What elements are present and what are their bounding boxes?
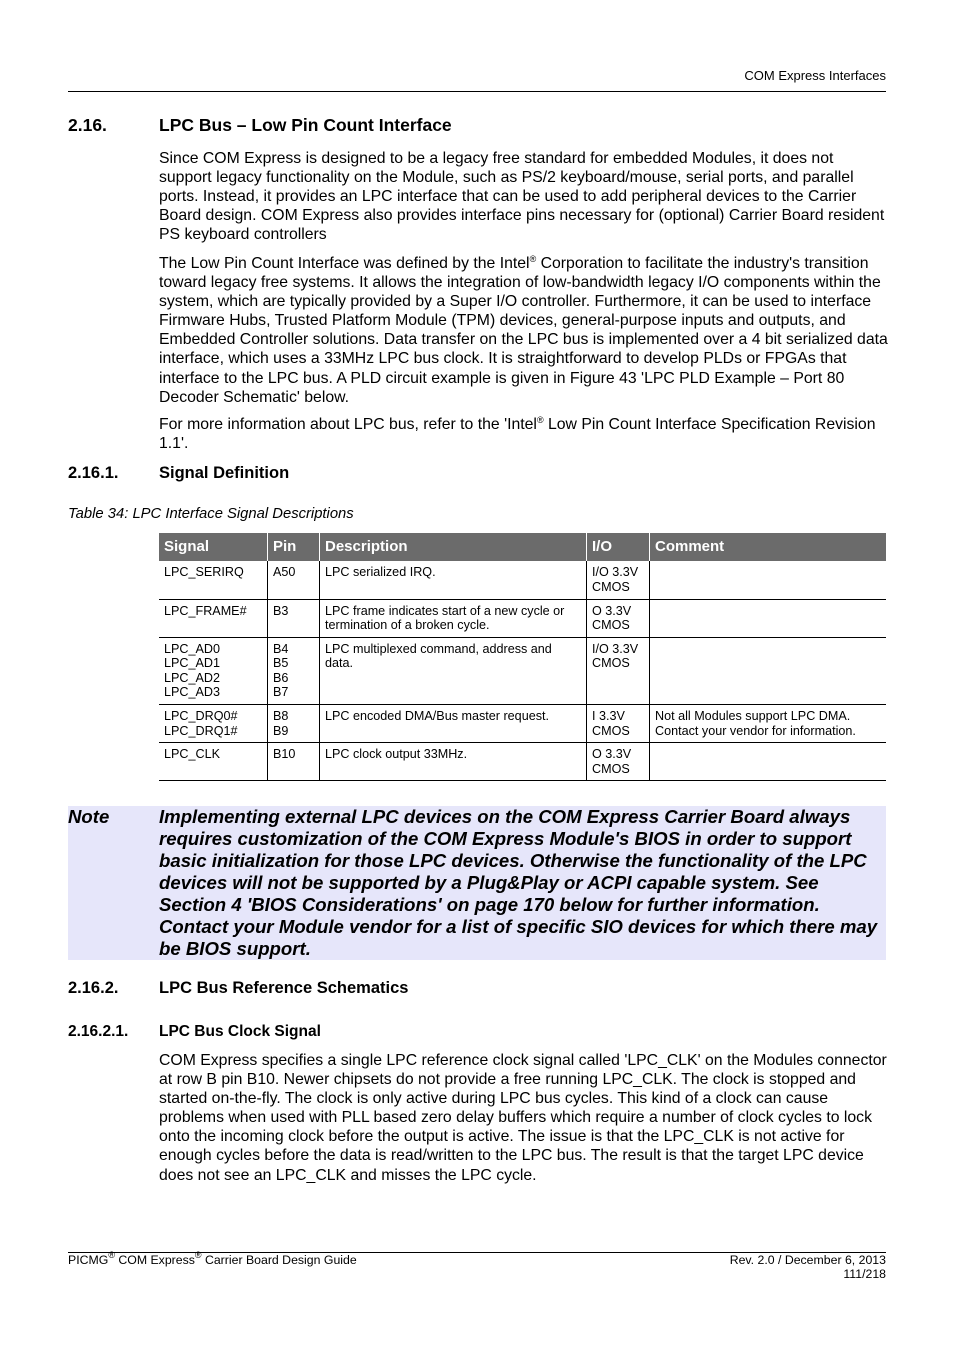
section-title: LPC Bus – Low Pin Count Interface <box>159 115 452 135</box>
cell-comment <box>650 637 887 704</box>
signal-table <box>159 533 886 781</box>
cell-signal: LPC_FRAME# <box>159 599 268 637</box>
subsection-number: 2.16.2. <box>68 979 119 997</box>
col-header-signal: Signal <box>159 533 268 561</box>
cell-comment: Not all Modules support LPC DMA. Contact your vendor for information. <box>650 705 887 743</box>
table-row <box>159 637 886 704</box>
cell-pin: B3 <box>268 599 320 637</box>
cell-pin: B10 <box>268 743 320 781</box>
cell-signal: LPC_CLK <box>159 743 268 781</box>
table-header-row <box>159 533 886 561</box>
table-row <box>159 599 886 637</box>
cell-io: I/O 3.3V CMOS <box>587 637 650 704</box>
col-header-pin: Pin <box>268 533 320 561</box>
table-row <box>159 705 886 743</box>
subsection-number: 2.16.1. <box>68 464 119 482</box>
cell-signal: LPC_AD0 LPC_AD1 LPC_AD2 LPC_AD3 <box>159 637 268 704</box>
paragraph-lpc-definition <box>159 254 889 407</box>
note-box <box>68 806 886 960</box>
cell-io: I 3.3V CMOS <box>587 705 650 743</box>
cell-signal: LPC_DRQ0# LPC_DRQ1# <box>159 705 268 743</box>
cell-signal: LPC_SERIRQ <box>159 561 268 599</box>
paragraph-intro <box>159 149 889 244</box>
subsubsection-number: 2.16.2.1. <box>68 1023 129 1040</box>
col-header-description: Description <box>320 533 587 561</box>
cell-comment <box>650 561 887 599</box>
cell-pin: B8 B9 <box>268 705 320 743</box>
cell-io: O 3.3V CMOS <box>587 743 650 781</box>
cell-pin: A50 <box>268 561 320 599</box>
paragraph-2: The Low Pin Count Interface was defined by the Intel® Corporation to facilitate the industry's transition toward legacy free systems. It allows the integration of low-bandwidth legacy I/O components within the system, which are typically provided by a Super I/O controller. Furthermore, it can be used to interface Firmware Hubs, Trusted Platform Module (TPM) devices, general-purpose inputs and outputs, and Embedded Controller solutions. Data transfer on the LPC bus is implemented over a 4 bit serialized data interface, which uses a 33MHz LPC bus clock. It is straightforward to develop PLDs or FPGAs that interface to the LPC bus. A PLD circuit example is given in Figure 43 'LPC PLD Example – Port 80 Decoder Schematic' below. <box>159 254 888 406</box>
footer-revision: Rev. 2.0 / December 6, 2013 <box>729 1253 886 1267</box>
col-header-io: I/O <box>587 533 650 561</box>
cell-description: LPC encoded DMA/Bus master request. <box>320 705 587 743</box>
paragraph-3: For more information about LPC bus, refer to the 'Intel® Low Pin Count Interface Specification Revision 1.1'. <box>159 415 876 453</box>
section-number: 2.16. <box>68 115 107 135</box>
cell-pin: B4 B5 B6 B7 <box>268 637 320 704</box>
page-number: 111/218 <box>843 1267 886 1281</box>
subsection-title: LPC Bus Reference Schematics <box>159 979 409 997</box>
table-row <box>159 561 886 599</box>
paragraph-clock-signal <box>159 1051 889 1185</box>
cell-description: LPC clock output 33MHz. <box>320 743 587 781</box>
footer-revision-block <box>730 1253 886 1281</box>
col-header-comment: Comment <box>650 533 887 561</box>
cell-description: LPC multiplexed command, address and data. <box>320 637 587 704</box>
header-rule <box>68 91 886 92</box>
cell-description: LPC serialized IRQ. <box>320 561 587 599</box>
cell-comment <box>650 599 887 637</box>
cell-io: O 3.3V CMOS <box>587 599 650 637</box>
paragraph-1: Since COM Express is designed to be a legacy free standard for embedded Modules, it does not support legacy functionality on the Module, such as PS/2 keyboard/mouse, serial ports, and parallel ports. Instead, it provides an LPC interface that can be used to add peripheral devices to the Carrier Board design. COM Express also provides interface pins necessary for (optional) Carrier Board resident PS keyboard controllers <box>159 150 885 244</box>
note-text: Implementing external LPC devices on the COM Express Carrier Board always requires customization of the COM Express Module's BIOS in order to support basic initialization for those LPC devices. Otherwise the functionality of the LPC devices will not be supported by a Plug&Play or ACPI capable system. See Section 4 'BIOS Considerations' on page 170 below for further information. Contact your Module vendor for a list of specific SIO devices for which there may be BIOS support. <box>159 806 878 959</box>
paragraph-4: COM Express specifies a single LPC reference clock signal called 'LPC_CLK' on the Modules connector at row B pin B10. Newer chipsets do not provide a free running LPC_CLK. The clock is stopped and started on-the-fly. The clock is only active during LPC bus cycles. This kind of a clock can cause problems when used with PLL based zero delay buffers which require a number of clock cycles to lock onto the incoming clock before the output is active. The issue is that the LPC_CLK is not active for enough cycles before the data is read/written to the LPC bus. The result is that the target LPC device does not see an LPC_CLK and misses the LPC cycle. <box>159 1052 887 1184</box>
table-row <box>159 743 886 781</box>
cell-io: I/O 3.3V CMOS <box>587 561 650 599</box>
footer-document-title: PICMG® COM Express® Carrier Board Design Guide <box>68 1250 357 1267</box>
cell-description: LPC frame indicates start of a new cycle or termination of a broken cycle. <box>320 599 587 637</box>
note-label: Note <box>68 806 110 827</box>
table-caption: Table 34: LPC Interface Signal Descriptions <box>68 506 354 522</box>
cell-comment <box>650 743 887 781</box>
running-header: COM Express Interfaces <box>744 68 886 83</box>
subsection-title: Signal Definition <box>159 464 290 482</box>
paragraph-more-info <box>159 415 889 453</box>
subsubsection-title: LPC Bus Clock Signal <box>159 1023 321 1040</box>
